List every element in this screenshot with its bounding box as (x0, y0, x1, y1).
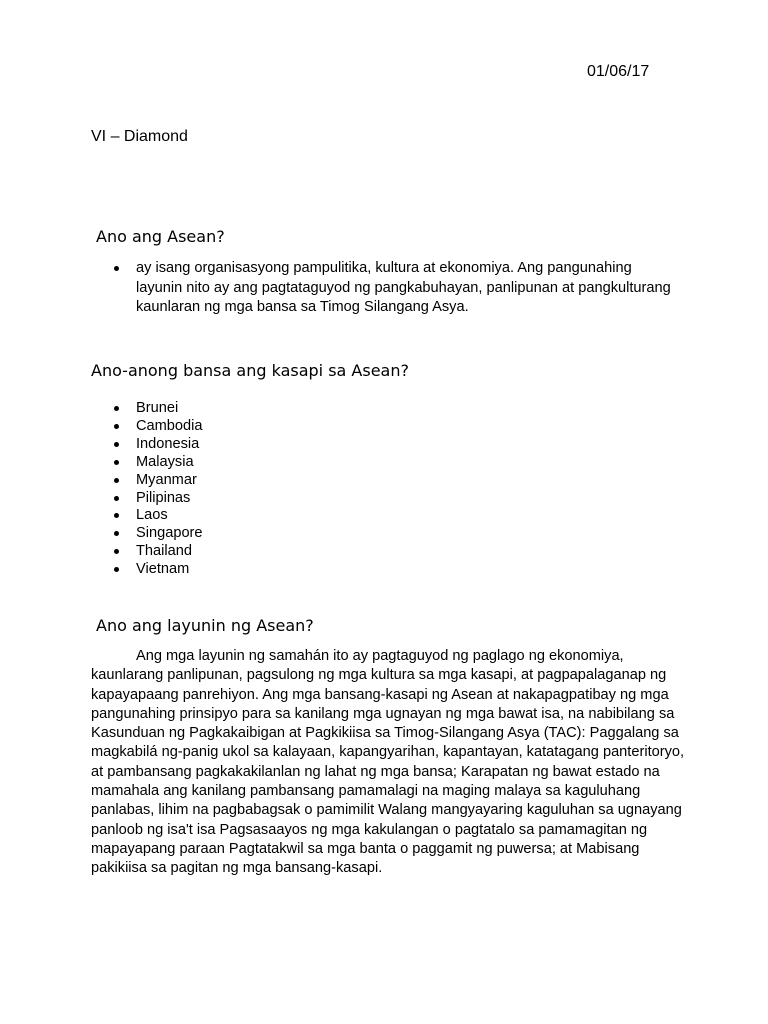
definition-item: ay isang organisasyong pampulitika, kultura at ekonomiya. Ang pangunahing layunin nito ay ang pagtataguyod ng pangkabuhayan, panlipunan at pangkulturang kaunlaran ng mga bansa sa Timog Silangang Asya. (112, 259, 672, 318)
definition-list (112, 259, 672, 318)
list-item: Cambodia (112, 418, 203, 436)
section-label: VI – Diamond (91, 128, 188, 145)
heading-member-countries: Ano-anong bansa ang kasapi sa Asean? (91, 361, 409, 380)
heading-ano-ang-asean: Ano ang Asean? (96, 227, 225, 246)
list-item: Thailand (112, 543, 203, 561)
country-list (112, 400, 203, 579)
list-item: Singapore (112, 525, 203, 543)
list-item: Indonesia (112, 436, 203, 454)
list-item: Laos (112, 507, 203, 525)
list-item: Malaysia (112, 454, 203, 472)
list-item: Vietnam (112, 561, 203, 579)
date-text: 01/06/17 (587, 63, 650, 80)
body-paragraph: Ang mga layunin ng samahán ito ay pagtaguyod ng paglago ng ekonomiya, kaunlarang panlipunan, pagsulong ng mga kultura sa mga kasapi, at pagpapalaganap ng kapayapaang panrehiyon. Ang mga bansang-kasapi ng Asean at nakapagpatibay ng mga pangunahing prinsipyo para sa kanilang mga ugnayan ng mga bawat isa, na nabibilang sa Kasunduan ng Pagkakaibigan at Pagkikiisa sa Timog-Silangang Asya (TAC): Paggalang sa magkabilá ng-panig ukol sa kalayaan, kapangyarihan, kapantayan, katatagang panteritoryo, at pambansang pagkakakilanlan ng lahat ng mga bansa; Karapatan ng bawat estado na mamahala ang kanilang pambansang pamamalagi na maging malaya sa kaguluhang panlabas, lihim na pagbabagsak o pamimilit Walang mangyayaring kaguluhan sa ugnayang panloob ng isa't isa Pagsasaayos ng mga kakulangan o pagtatalo sa pamamagitan ng mapayapang paraan Pagtatakwil sa mga banta o paggamit ng puwersa; at Mabisang pakikiisa sa pagitan ng mga bansang-kasapi. (91, 648, 685, 877)
heading-layunin-ng-asean: Ano ang layunin ng Asean? (96, 616, 314, 635)
list-item: Pilipinas (112, 490, 203, 508)
list-item: Brunei (112, 400, 203, 418)
list-item: Myanmar (112, 472, 203, 490)
